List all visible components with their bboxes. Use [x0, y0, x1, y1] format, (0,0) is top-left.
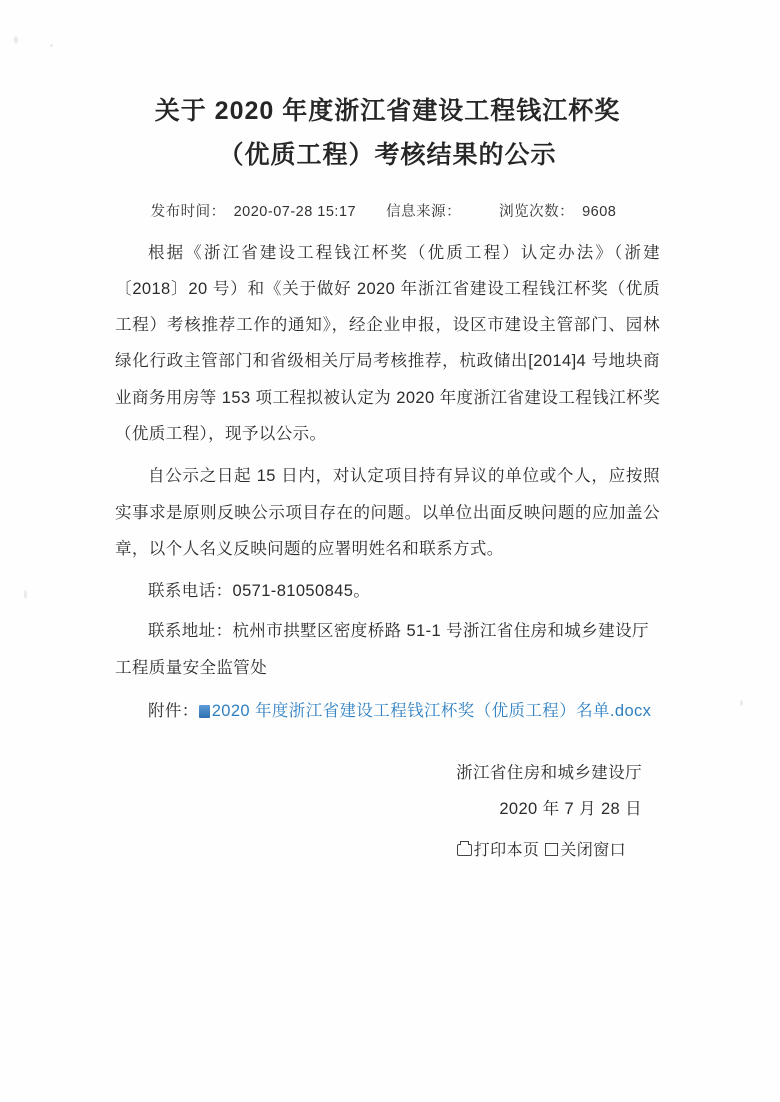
close-window-link[interactable]: 关闭窗口 [560, 842, 626, 860]
views-value: 9608 [582, 203, 617, 220]
publish-time-label: 发布时间： [150, 203, 226, 220]
scan-speck [740, 700, 743, 706]
document-meta [115, 200, 660, 221]
signature-date: 2020 年 7 月 28 日 [499, 800, 642, 818]
page-title-line2: （优质工程）考核结果的公示 [218, 140, 557, 169]
signature-org: 浙江省住房和城乡建设厅 [456, 763, 642, 782]
scan-speck [50, 44, 53, 47]
views-label: 浏览次数： [499, 203, 575, 220]
attachment-label: 附件： [148, 702, 199, 721]
attachment-row [115, 694, 660, 729]
scan-speck [14, 36, 18, 44]
contact-phone: 联系电话：0571-81050845。 [148, 582, 371, 601]
page-title-line1: 关于 2020 年度浙江省建设工程钱江杯奖 [154, 97, 621, 125]
word-document-icon [199, 705, 210, 718]
paragraph-2: 自公示之日起 15 日内，对认定项目持有异议的单位或个人，应按照实事求是原则反映公示项目存在的问题。以单位出面反映问题的应加盖公章，以个人名义反映问题的应署明姓名和联系方式。 [115, 467, 660, 558]
footer-actions [115, 837, 660, 860]
contact-address: 联系地址：杭州市拱墅区密度桥路 51-1 号浙江省住房和城乡建设厅工程质量安全监管处 [115, 622, 649, 677]
paragraph-1: 根据《浙江省建设工程钱江杯奖（优质工程）认定办法》（浙建〔2018〕20 号）和《关于做好 2020 年浙江省建设工程钱江杯奖（优质工程）考核推荐工作的通知》，经企业申报，设区市建设主管部门、园林绿化行政主管部门和省级相关厅局考核推荐，杭政储出[2014]4 号地块商业商务用房等 153 项工程拟被认定为 2020 年度浙江省建设工程钱江杯奖（优质工程），现予以公示。 [115, 243, 660, 443]
scan-speck [24, 590, 27, 599]
page-title [115, 90, 660, 178]
attachment-link[interactable]: 2020 年度浙江省建设工程钱江杯奖（优质工程）名单.docx [211, 702, 652, 721]
source-label: 信息来源： [386, 203, 462, 220]
close-icon [545, 843, 558, 856]
document-body [115, 90, 660, 860]
print-page-link[interactable]: 打印本页 [473, 842, 540, 860]
signature-block [115, 755, 660, 828]
print-icon [457, 844, 472, 856]
publish-time-value: 2020-07-28 15:17 [233, 203, 357, 220]
